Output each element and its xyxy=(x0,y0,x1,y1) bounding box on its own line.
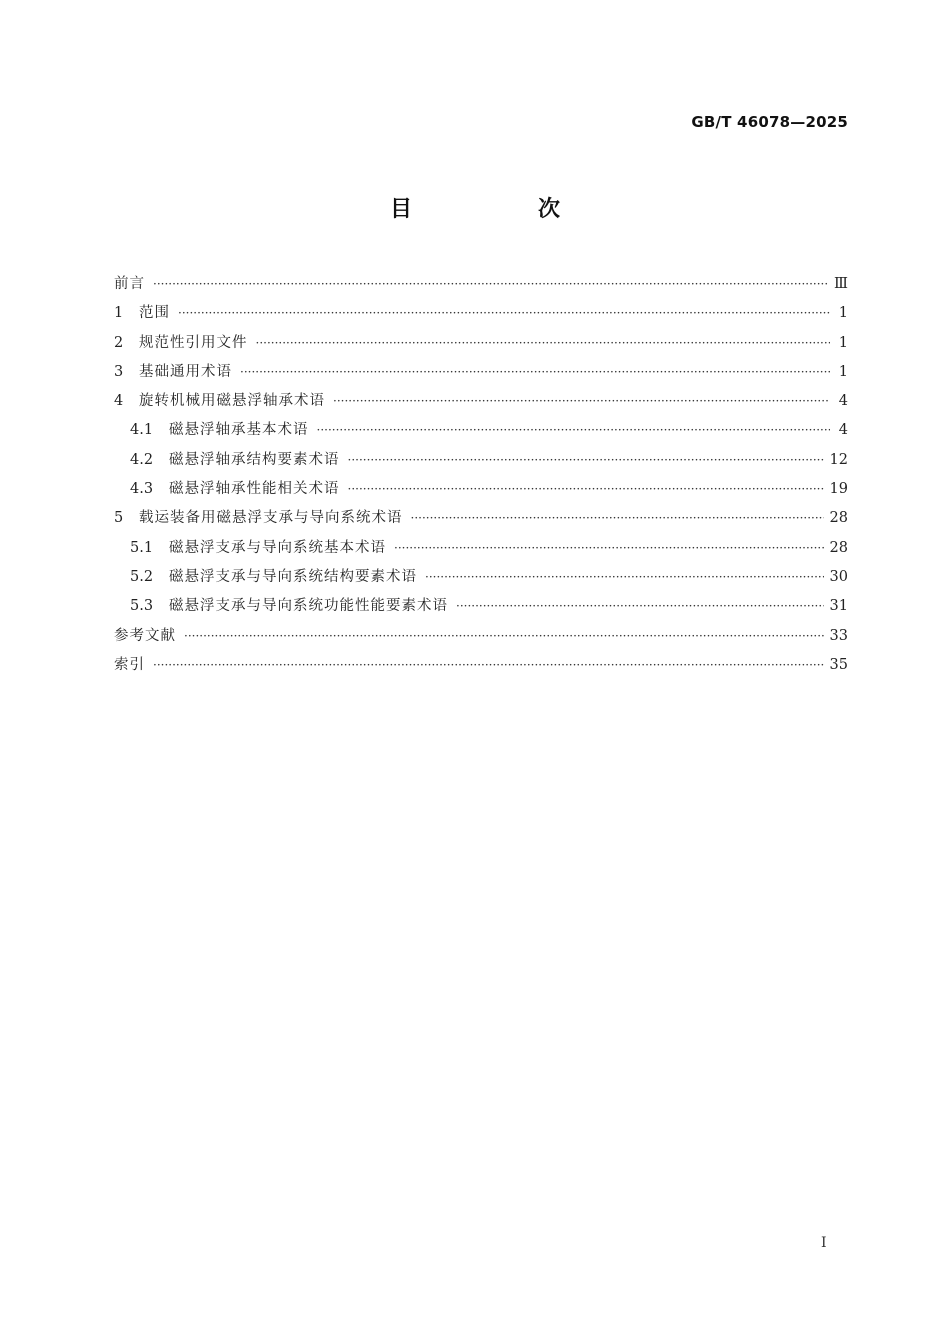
toc-entry-number: 3 xyxy=(114,363,124,380)
page-title: 目 次 xyxy=(389,197,612,222)
standard-code: GB/T 46078—2025 xyxy=(691,113,848,131)
toc-entry-label: 旋转机械用磁悬浮轴承术语 xyxy=(139,393,325,410)
toc-entry-label: 基础通用术语 xyxy=(139,363,232,380)
toc-entry-number: 4.3 xyxy=(130,481,154,498)
dot-leader xyxy=(333,387,830,416)
toc-entry-label: 规范性引用文件 xyxy=(139,334,248,351)
dot-leader xyxy=(456,592,824,621)
dot-leader xyxy=(348,446,824,475)
toc-entry-label: 磁悬浮轴承性能相关术语 xyxy=(169,481,340,498)
toc-entry-page: 30 xyxy=(829,568,848,585)
toc-entry-page: 28 xyxy=(829,539,848,556)
toc-entry-label: 载运装备用磁悬浮支承与导向系统术语 xyxy=(139,510,403,527)
toc-entry-number: 4.1 xyxy=(130,422,154,439)
toc-entry-page: 28 xyxy=(829,510,848,527)
toc-entry-number: 4 xyxy=(114,393,124,410)
toc-entry-label: 磁悬浮轴承结构要素术语 xyxy=(169,451,340,468)
dot-leader xyxy=(153,270,828,299)
toc-entry-bibliography[interactable] xyxy=(114,622,848,651)
toc-entry-label: 磁悬浮支承与导向系统功能性能要素术语 xyxy=(169,598,448,615)
toc-entry-page: 1 xyxy=(838,305,848,322)
toc-entry-number: 5.2 xyxy=(130,568,154,585)
toc-entry-4-1[interactable] xyxy=(114,416,848,445)
toc-entry-page: 35 xyxy=(829,656,848,673)
toc-entry-label: 参考文献 xyxy=(114,627,176,644)
toc-entry-index[interactable] xyxy=(114,651,848,680)
toc-entry-label: 范围 xyxy=(139,305,170,322)
dot-leader xyxy=(153,651,824,680)
toc-entry-page: 31 xyxy=(829,598,848,615)
table-of-contents xyxy=(114,270,848,680)
toc-entry-4[interactable] xyxy=(114,387,848,416)
toc-entry-page: 19 xyxy=(829,481,848,498)
dot-leader xyxy=(317,416,831,445)
toc-entry-page: 1 xyxy=(838,363,848,380)
toc-entry-5-3[interactable] xyxy=(114,592,848,621)
toc-entry-number: 5 xyxy=(114,510,124,527)
toc-entry-page: 1 xyxy=(838,334,848,351)
dot-leader xyxy=(411,504,824,533)
toc-entry-page: 33 xyxy=(829,627,848,644)
toc-entry-page: 4 xyxy=(838,393,848,410)
dot-leader xyxy=(348,475,824,504)
toc-entry-number: 4.2 xyxy=(130,451,154,468)
toc-entry-label: 磁悬浮轴承基本术语 xyxy=(169,422,309,439)
page-number: I xyxy=(821,1235,827,1251)
toc-entry-5[interactable] xyxy=(114,504,848,533)
toc-entry-4-2[interactable] xyxy=(114,446,848,475)
toc-entry-page: Ⅲ xyxy=(834,276,848,292)
toc-entry-3[interactable] xyxy=(114,358,848,387)
dot-leader xyxy=(178,299,830,328)
toc-entry-page: 4 xyxy=(838,422,848,439)
toc-entry-page: 12 xyxy=(829,451,848,468)
toc-entry-4-3[interactable] xyxy=(114,475,848,504)
toc-entry-number: 5.3 xyxy=(130,598,154,615)
toc-entry-number: 1 xyxy=(114,305,124,322)
dot-leader xyxy=(394,534,824,563)
dot-leader xyxy=(256,329,831,358)
dot-leader xyxy=(184,622,824,651)
toc-entry-number: 5.1 xyxy=(130,539,154,556)
toc-entry-label: 磁悬浮支承与导向系统结构要素术语 xyxy=(169,568,417,585)
toc-entry-1[interactable] xyxy=(114,299,848,328)
toc-entry-foreword[interactable] xyxy=(114,270,848,299)
toc-entry-5-2[interactable] xyxy=(114,563,848,592)
toc-entry-5-1[interactable] xyxy=(114,534,848,563)
toc-entry-2[interactable] xyxy=(114,329,848,358)
dot-leader xyxy=(425,563,824,592)
toc-entry-label: 索引 xyxy=(114,656,145,673)
toc-entry-label: 磁悬浮支承与导向系统基本术语 xyxy=(169,539,386,556)
toc-entry-number: 2 xyxy=(114,334,124,351)
toc-entry-label: 前言 xyxy=(114,276,145,292)
dot-leader xyxy=(240,358,830,387)
